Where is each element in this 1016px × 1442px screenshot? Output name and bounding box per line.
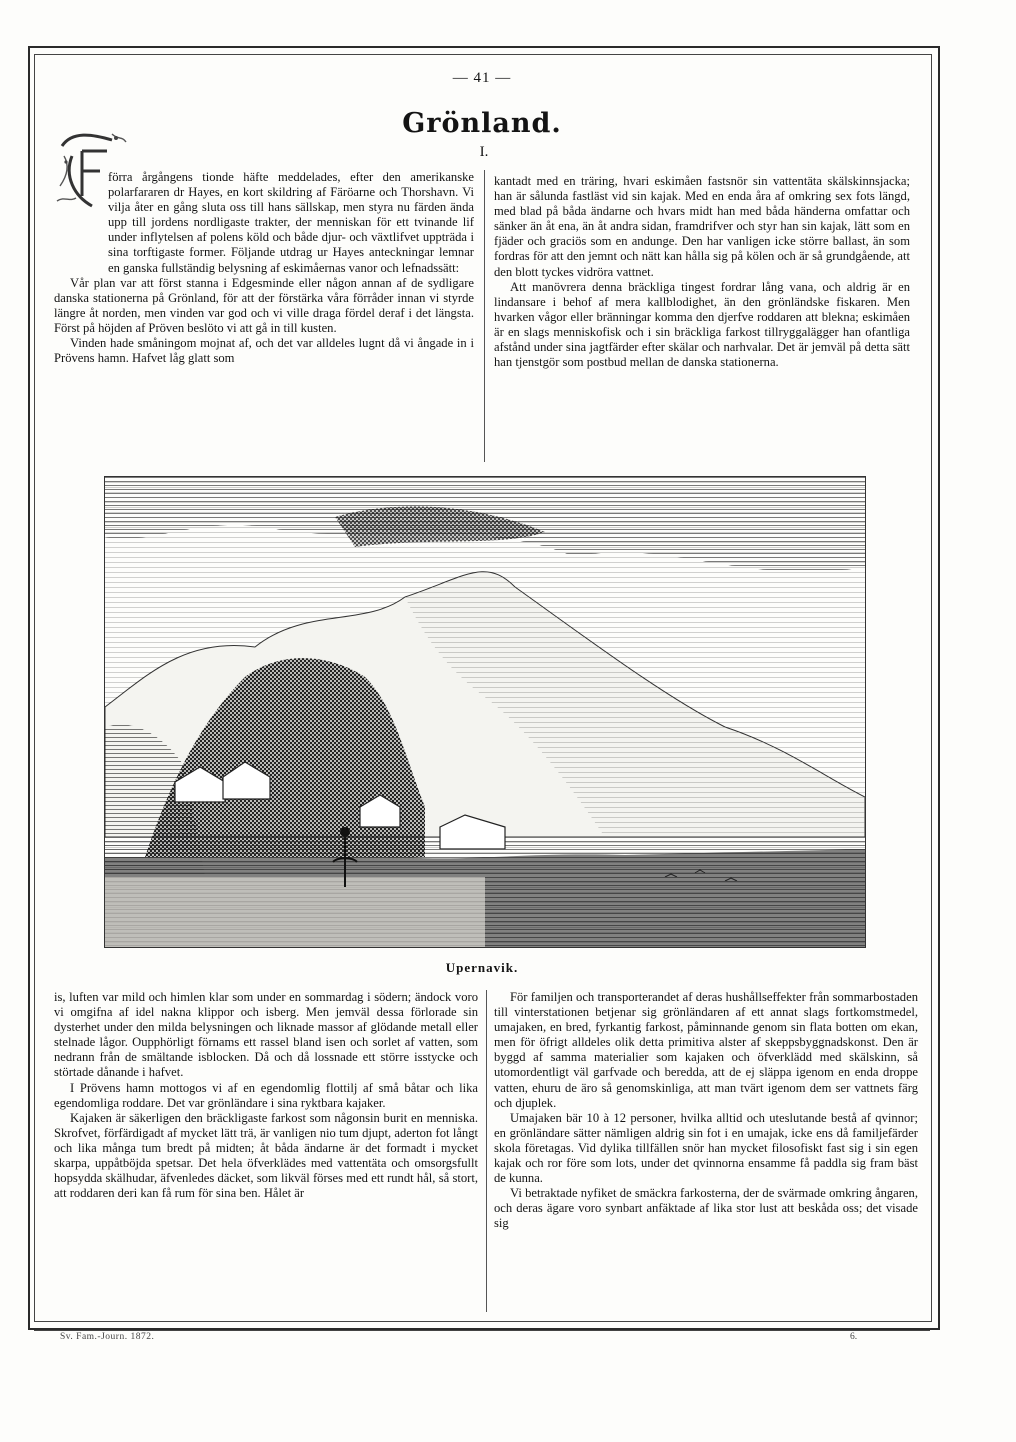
column-2 [494, 174, 910, 460]
paragraph: I Prövens hamn mottogos vi af en egendomlig flottilj af små båtar och lika egendomliga roddare. Det var grönländare i sina ryktbara kajaker. [54, 1080, 478, 1110]
footer-rule [34, 1330, 930, 1331]
paragraph: För familjen och transporterandet af deras hushållseffekter från sommarbostaden till vinterstationen betjenar sig grönländaren af ett annat slags fortkomstmedel, umajaken, en bred, fyrkantig farkost, påminnande genom sin flata botten om ekan, men för öfrigt alldeles olik detta primitiva alster af skeppsbyggnadskonst. Den är byggd af samma materialier som kajaken och öfverklädd med skälskinn, så utomordentligt väl garfvade och beredda, att de ej släppa igenom en enda droppe vatten, ehuru de äro så genomskinliga, att man tvärt igenom dem ser vattnets färg och djuplek. [494, 990, 918, 1110]
illustration-caption: Upernavik. [445, 960, 519, 975]
paragraph: Att manövrera denna bräckliga tingest fordrar lång vana, och aldrig är en lindansare i behof af mera kallblodighet, än den grönländske fiskaren. Men hvarken vågor eller bränningar komma den djerfve roddaren att blekna; eskimåen är en slags menniskofisk och i sin bräckliga farkost tillryggalägger han ofantliga afstånd under sina jagtfärder efter skälar och narhvalar. Det är jemväl på detta sätt han tjenstgör som postbud mellan de danska stationerna. [494, 279, 910, 370]
footer-journal: Sv. Fam.-Journ. 1872. [60, 1332, 155, 1342]
paragraph: Vår plan var att först stanna i Edgesminde eller någon annan af de sydligare danska stationerna på Grönland, för att der förstärka våra förråder innan vi styrde längre åt norden, men vinden var god och vi ville draga fördel deraf i det längsta. Först på höjden af Pröven beslöto vi att gå in till kusten. [54, 275, 474, 335]
paragraph: Vinden hade småningom mojnat af, och det var alldeles lugnt då vi ångade in i Prövens hamn. Hafvet låg glatt som [54, 336, 474, 366]
page-number: — 41 — [452, 70, 512, 86]
upernavik-engraving [104, 476, 866, 948]
part-numeral: I. [479, 144, 489, 160]
paragraph: kantadt med en träring, hvari eskimåen fastsnör sin vattentäta skälskinnsjacka; han är sålunda fastläst vid sin kajak. Med en enda åra af omkring sex fots längd, med blad på båda ändarne och hvars midt han med båda händerna omfattar och sänker än åt ena, än åt andra sidan, framdrifver och styr han sin kajak, lätt som en fjäder och graciös som en andunge. Den har vanligen icke större ballast, än som fordras för att den jemnt och nätt kan hålla sig på kölen och är så grundgående, att den blott tyckes vidröra vattnet. [494, 174, 910, 279]
article-title: Grönland. [402, 108, 562, 139]
paragraph: Kajaken är säkerligen den bräckligaste farkost som någonsin burit en menniska. Skrofvet, förfärdigadt af mycket lätt trä, är vanligen nio tum djupt, aderton fot långt och lika många tum bredt på midten; åt båda ändarne är det formadt i mycket skarpa, uppåtböjda spetsar. Det hela öfverklädes med vattentäta och omsorgsfullt hopsydda skälhudar, äfvenledes däcket, som likväl förses med ett rundt hål, så stort, att roddaren deri kan få rum för sina ben. Hålet är [54, 1110, 478, 1201]
column-divider [486, 990, 487, 1312]
column-divider [484, 170, 485, 462]
column-3 [54, 990, 478, 1312]
paragraph: is, luften var mild och himlen klar som under en sommardag i södern; ändock voro vi omgifna af idel nakna klippor och isberg. Men jemväl dessa förlorade sin dysterhet under den milda belysningen och liknade massor af glödande metall eller stelnade lågor. Oupphörligt förnams ett rassel bland isen och sorlet af vatten, som nedrann från de smältande isblocken. Då och då lossnade ett större isstycke och störtade dånande i hafvet. [54, 990, 478, 1080]
paragraph: Umajaken bär 10 à 12 personer, hvilka alltid och uteslutande bestå af qvinnor; en grönländare sätter nämligen aldrig sin fot i en umajak, icke ens då familjefärder skola företagas. Vid dylika tillfällen snör han mycket filosofiskt fast sig i sin egen kajak och ror före som lots, under det qvinnorna ensamme få paddla sig fram bäst de kunna. [494, 1110, 918, 1186]
footer-signature: 6. [850, 1332, 858, 1342]
paragraph: Vi betraktade nyfiket de smäckra farkosterna, der de svärmade omkring ångaren, och deras ägare voro synbart anfäktade af lika stor lust att beskåda oss; det visade sig [494, 1186, 918, 1231]
column-1 [54, 170, 474, 460]
paragraph: förra årgångens tionde häfte meddelades, efter den amerikanske polarfararen dr Hayes, en kort skildring af Färöarne och Thorshavn. Vi vilja åter en gång sluta oss till hans sällskap, men styra nu färden ända upp till jordens nordligaste trakter, der menniskan för ett tvinande lif under inflytelsen af polens köld och både djur- och växtlifvet uppträda i sina torftigaste former. Följande utdrag ur Hayes anteckningar lemnar en ganska fullständig belysning af eskimåernas vanor och lefnadssätt: [108, 170, 474, 275]
column-4 [494, 990, 918, 1312]
